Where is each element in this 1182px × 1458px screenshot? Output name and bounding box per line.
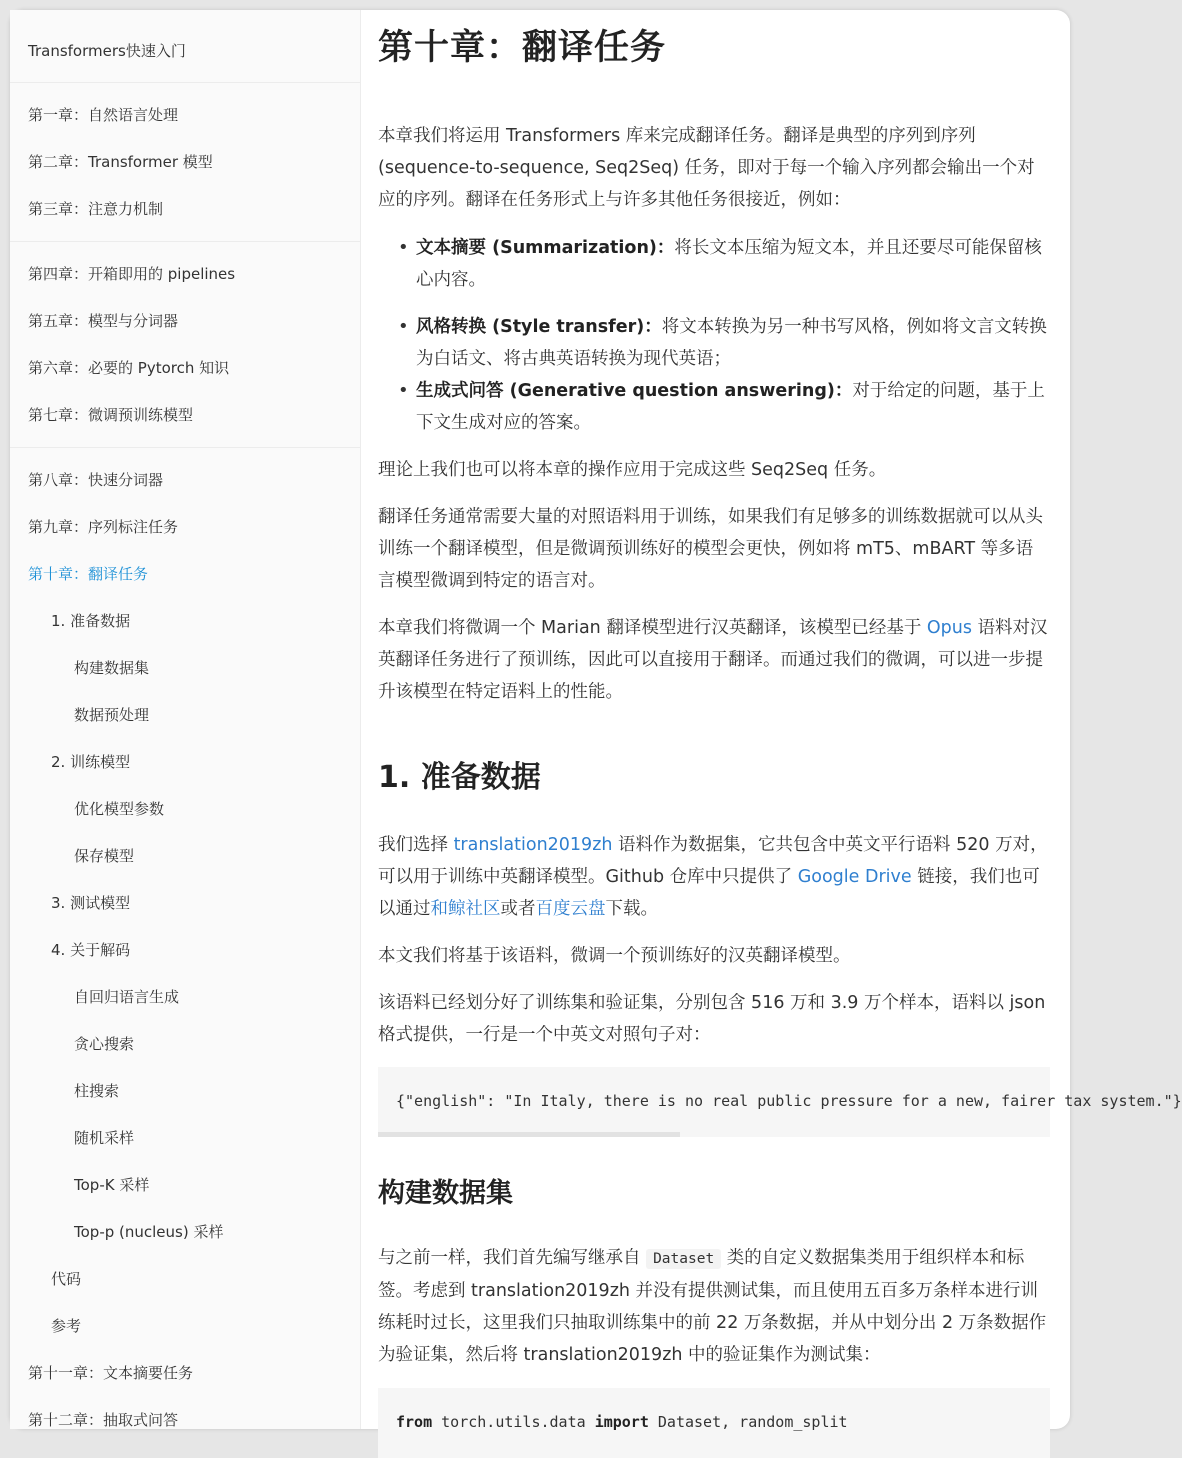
sidebar-item-chapter-9[interactable]: 第九章：序列标注任务 [28,518,179,536]
code-block-import[interactable] [378,1388,1050,1458]
data-paragraph: 翻译任务通常需要大量的对照语料用于训练，如果我们有足够多的训练数据就可以从头训练一个翻译模型，但是微调预训练好的模型会更快，例如将 mT5、mBART 等多语言模型微调到特定的语言对。 [378,507,1043,591]
code-text: {"english": "In Italy, there is no real public pressure for a new, fairer tax system."} [396,1092,1182,1110]
sidebar-item-chapter-5[interactable]: 第五章：模型与分词器 [28,312,179,330]
code-keyword: from [396,1413,433,1431]
list-item-term: 生成式问答 (Generative question answering)： [416,381,853,401]
sidebar-item-chapter-4[interactable]: 第四章：开箱即用的 pipelines [28,265,236,283]
sidebar-item-optimize-params[interactable]: 优化模型参数 [74,800,165,818]
book-title[interactable]: Transformers快速入门 [10,10,360,83]
sidebar-group-2 [10,242,360,448]
google-drive-link[interactable]: Google Drive [797,867,912,887]
list-item [416,375,1050,439]
opus-link[interactable]: Opus [926,618,972,638]
translation2019zh-link[interactable]: translation2019zh [453,835,613,855]
build-dataset-paragraph: 与之前一样，我们首先编写继承自 Dataset 类的自定义数据集类用于组织样本和标签。考虑到 translation2019zh 并没有提供测试集，而且使用五百多万条样本进行训练耗时过长，这里我们只抽取训练集中的前 22 万条数据，并从中划分出 2 万条数据作为验证集，然后将 translation2019zh 中的验证集作为测试集： [378,1248,1047,1365]
sidebar-item-train-model[interactable]: 2. 训练模型 [51,753,131,771]
code-keyword: import [594,1413,649,1431]
sidebar-item-random-sampling[interactable]: 随机采样 [74,1129,135,1147]
based-paragraph: 本文我们将基于该语料，微调一个预训练好的汉英翻译模型。 [378,946,851,966]
page-title: 第十章：翻译任务 [378,28,667,68]
list-item-text: 将文本转换为另一种书写风格，例如将文言文转换为白话文、将古典英语转换为现代英语； [416,317,1047,369]
sidebar-item-references[interactable]: 参考 [51,1317,82,1335]
theory-paragraph: 理论上我们也可以将本章的操作应用于完成这些 Seq2Seq 任务。 [378,460,887,480]
sidebar-item-greedy-search[interactable]: 贪心搜索 [74,1035,135,1053]
sidebar-item-autoregressive[interactable]: 自回归语言生成 [74,988,180,1006]
list-item [416,232,1050,296]
heywhale-link[interactable]: 和鲸社区 [430,899,501,919]
list-item-term: 文本摘要 (Summarization)： [416,238,675,258]
sidebar-item-build-dataset[interactable]: 构建数据集 [74,659,150,677]
sidebar-item-test-model[interactable]: 3. 测试模型 [51,894,131,912]
code-text: torch.utils.data [432,1413,595,1431]
list-item-text: 将长文本压缩为短文本，并且还要尽可能保留核心内容。 [416,238,1042,290]
section-heading-build-dataset: 构建数据集 [378,1178,513,1209]
sidebar-item-chapter-1[interactable]: 第一章：自然语言处理 [28,106,179,124]
sidebar-item-top-k[interactable]: Top-K 采样 [74,1176,150,1194]
sidebar-item-chapter-10-active[interactable]: 第十章：翻译任务 [28,565,149,583]
sidebar-item-chapter-8[interactable]: 第八章：快速分词器 [28,471,164,489]
sidebar-item-code[interactable]: 代码 [51,1270,82,1288]
sidebar-item-chapter-12[interactable]: 第十二章：抽取式问答 [28,1411,179,1429]
section-heading-prepare: 1. 准备数据 [378,760,541,795]
sidebar-item-chapter-7[interactable]: 第七章：微调预训练模型 [28,406,194,424]
split-paragraph: 该语料已经划分好了训练集和验证集，分别包含 516 万和 3.9 万个样本，语料以 json 格式提供，一行是一个中英文对照句子对： [378,993,1046,1045]
code-block-json-sample[interactable] [378,1067,1182,1137]
main-content [378,10,1182,1431]
list-item [416,311,1050,375]
list-item-term: 风格转换 (Style transfer)： [416,317,662,337]
sidebar-item-decoding[interactable]: 4. 关于解码 [51,941,131,959]
sidebar-group-1 [10,83,360,242]
list-item-text: 对于给定的问题，基于上下文生成对应的答案。 [416,381,1045,433]
sidebar-item-prepare-data[interactable]: 1. 准备数据 [51,612,131,630]
inline-code-dataset: Dataset [646,1249,721,1269]
sidebar-item-chapter-6[interactable]: 第六章：必要的 Pytorch 知识 [28,359,230,377]
sidebar-item-beam-search[interactable]: 柱搜索 [74,1082,120,1100]
code-text: Dataset, random_split [648,1413,848,1431]
sidebar-item-chapter-11[interactable]: 第十一章：文本摘要任务 [28,1364,194,1382]
app-frame [10,10,1182,1431]
sidebar-item-save-model[interactable]: 保存模型 [74,847,135,865]
marian-paragraph: 本章我们将微调一个 Marian 翻译模型进行汉英翻译，该模型已经基于 Opus 语料对汉英翻译任务进行了预训练，因此可以直接用于翻译。而通过我们的微调，可以进一步提升该模型在特定语料上的性能。 [378,618,1048,702]
sidebar-item-chapter-2[interactable]: 第二章：Transformer 模型 [28,153,213,171]
intro-paragraph: 本章我们将运用 Transformers 库来完成翻译任务。翻译是典型的序列到序列 (sequence-to-sequence, Seq2Seq) 任务，即对于每一个输入序列都会输出一个对应的序列。翻译在任务形式上与许多其他任务很接近，例如： [378,126,1035,210]
sidebar [10,10,361,1429]
baidu-pan-link[interactable]: 百度云盘 [535,899,606,919]
sidebar-item-chapter-3[interactable]: 第三章：注意力机制 [28,200,164,218]
sidebar-group-3 [10,448,360,1452]
sidebar-item-preprocess[interactable]: 数据预处理 [74,706,150,724]
horizontal-scrollbar[interactable] [378,1132,680,1137]
task-list [378,232,1050,439]
sidebar-item-top-p[interactable]: Top-p (nucleus) 采样 [74,1223,224,1241]
choose-dataset-paragraph: 我们选择 translation2019zh 语料作为数据集，它共包含中英文平行语料 520 万对，可以用于训练中英翻译模型。Github 仓库中只提供了 Google Drive 链接，我们也可以通过和鲸社区或者百度云盘下载。 [378,835,1048,919]
